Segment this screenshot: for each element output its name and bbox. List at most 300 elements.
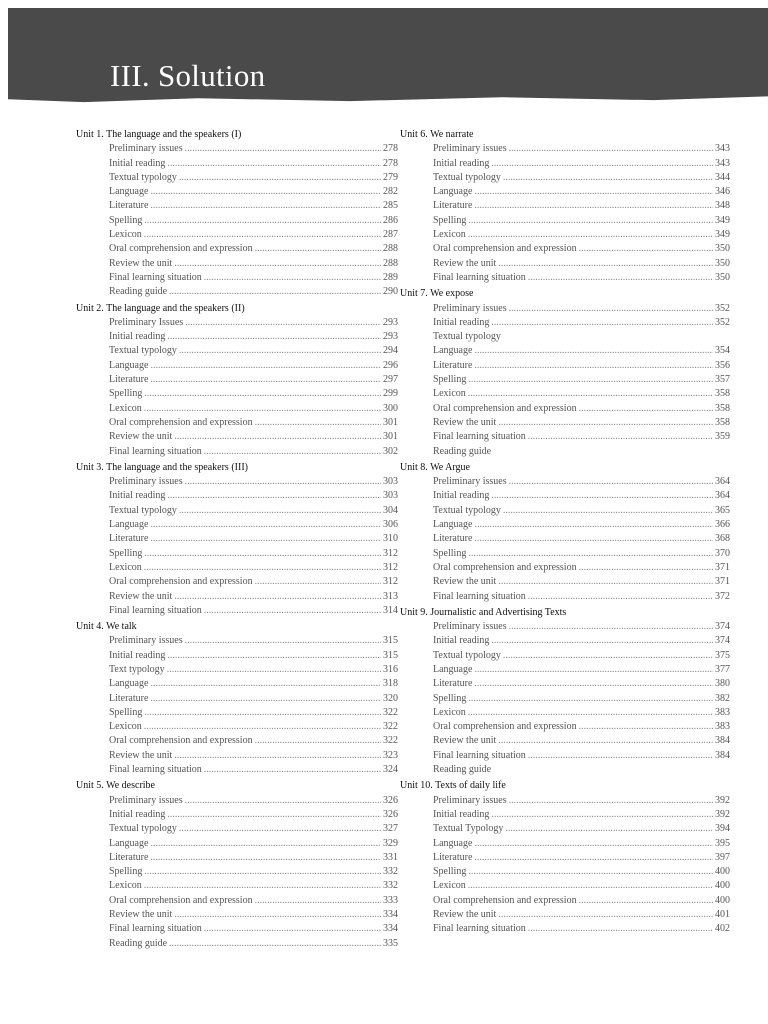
toc-entry <box>433 894 730 908</box>
toc-entry-title: Initial reading <box>433 157 490 169</box>
dot-leader <box>579 242 713 256</box>
dot-leader <box>185 142 381 156</box>
page-title: III. Solution <box>110 58 266 93</box>
toc-entry-title: Spelling <box>433 374 467 386</box>
toc-page-number: 397 <box>715 851 730 863</box>
toc-entry <box>433 879 730 893</box>
toc-entry-title: Language <box>433 186 473 198</box>
toc-page-number: 352 <box>715 316 730 328</box>
unit-entry-list <box>109 316 398 459</box>
toc-page-number: 278 <box>383 143 398 155</box>
toc-entry <box>109 532 398 546</box>
dot-leader <box>185 316 381 330</box>
toc-page-number: 278 <box>383 157 398 169</box>
dot-leader <box>167 663 381 677</box>
toc-entry-title: Language <box>109 359 149 371</box>
toc-entry-title: Review the unit <box>433 735 497 747</box>
toc-entry-title: Textual typology <box>109 171 177 183</box>
toc-entry <box>109 344 398 358</box>
toc-entry-title: Language <box>433 519 473 531</box>
toc-entry-title: Textual typology <box>433 331 501 343</box>
unit-entry-list <box>433 475 730 604</box>
dot-leader <box>468 228 713 242</box>
unit-entry-list <box>109 634 398 777</box>
dot-leader <box>498 908 713 922</box>
toc-page-number: 331 <box>383 851 398 863</box>
toc-page-number: 300 <box>383 402 398 414</box>
toc-page-number: 279 <box>383 171 398 183</box>
toc-entry-title: Review the unit <box>109 749 173 761</box>
toc-entry <box>433 430 730 444</box>
toc-entry-title: Initial reading <box>109 490 166 502</box>
toc-entry <box>433 199 730 213</box>
toc-page-number: 302 <box>383 445 398 457</box>
toc-entry <box>433 387 730 401</box>
dot-leader <box>169 937 381 951</box>
toc-entry-title: Oral comprehension and expression <box>433 402 577 414</box>
toc-entry <box>433 590 730 604</box>
toc-page-number: 383 <box>715 706 730 718</box>
dot-leader <box>150 359 381 373</box>
toc-entry-title: Preliminary issues <box>109 794 183 806</box>
toc-entry-title: Review the unit <box>109 257 173 269</box>
dot-leader <box>167 157 381 171</box>
toc-page-number: 374 <box>715 621 730 633</box>
dot-leader <box>150 199 381 213</box>
toc-page-number: 303 <box>383 476 398 488</box>
toc-entry <box>433 330 730 344</box>
dot-leader <box>144 865 381 879</box>
toc-entry-title: Lexicon <box>433 880 466 892</box>
dot-leader <box>474 677 713 691</box>
toc-entry <box>433 157 730 171</box>
toc-entry-title: Oral comprehension and expression <box>433 894 577 906</box>
toc-page-number: 326 <box>383 794 398 806</box>
toc-entry-title: Final learning situation <box>109 604 202 616</box>
dot-leader <box>509 620 713 634</box>
toc-entry <box>433 734 730 748</box>
dot-leader <box>474 837 713 851</box>
toc-page-number: 322 <box>383 721 398 733</box>
toc-page-number: 374 <box>715 635 730 647</box>
toc-entry-title: Textual typology <box>109 823 177 835</box>
dot-leader <box>498 416 713 430</box>
toc-entry <box>433 257 730 271</box>
dot-leader <box>204 763 381 777</box>
toc-page-number: 310 <box>383 533 398 545</box>
toc-entry <box>433 416 730 430</box>
dot-leader <box>255 416 381 430</box>
toc-entry-title: Preliminary issues <box>109 476 183 488</box>
dot-leader <box>179 171 381 185</box>
toc-entry <box>433 922 730 936</box>
toc-page-number: 400 <box>715 880 730 892</box>
toc-entry-title: Literature <box>433 851 473 863</box>
toc-entry-title: Initial reading <box>109 649 166 661</box>
unit-heading: Unit 7. We expose <box>400 288 474 300</box>
toc-page-number: 350 <box>715 271 730 283</box>
toc-entry <box>109 316 398 330</box>
dot-leader <box>255 242 381 256</box>
dot-leader <box>174 430 381 444</box>
toc-entry <box>109 475 398 489</box>
dot-leader <box>150 185 381 199</box>
toc-page-number: 313 <box>383 590 398 602</box>
unit-heading: Unit 6. We narrate <box>400 129 474 140</box>
toc-page-number: 343 <box>715 157 730 169</box>
toc-entry <box>433 271 730 285</box>
toc-page-number: 371 <box>715 576 730 588</box>
dot-leader <box>150 851 381 865</box>
toc-entry-title: Lexicon <box>109 880 142 892</box>
dot-leader <box>144 706 381 720</box>
toc-page-number: 312 <box>383 547 398 559</box>
toc-entry <box>433 908 730 922</box>
toc-entry <box>433 837 730 851</box>
toc-entry-title: Preliminary issues <box>433 621 507 633</box>
toc-entry <box>109 142 398 156</box>
unit-heading: Unit 10. Texts of daily life <box>400 780 506 792</box>
dot-leader <box>167 330 381 344</box>
dot-leader <box>505 822 713 836</box>
toc-entry <box>433 344 730 358</box>
toc-page-number: 400 <box>715 866 730 878</box>
dot-leader <box>150 692 381 706</box>
toc-page-number: 350 <box>715 243 730 255</box>
toc-entry <box>109 706 398 720</box>
dot-leader <box>474 532 713 546</box>
toc-page-number: 392 <box>715 794 730 806</box>
toc-page-number: 287 <box>383 229 398 241</box>
toc-entry-title: Spelling <box>433 547 467 559</box>
toc-entry <box>109 416 398 430</box>
toc-entry <box>109 257 398 271</box>
toc-page-number: 354 <box>715 345 730 357</box>
toc-entry-title: Initial reading <box>109 157 166 169</box>
toc-entry <box>109 430 398 444</box>
dot-leader <box>144 402 381 416</box>
dot-leader <box>468 373 713 387</box>
toc-entry-title: Spelling <box>433 866 467 878</box>
toc-entry <box>433 316 730 330</box>
toc-entry <box>433 373 730 387</box>
dot-leader <box>579 720 713 734</box>
toc-column-right <box>400 128 730 939</box>
toc-page-number: 318 <box>383 678 398 690</box>
toc-page-number: 312 <box>383 561 398 573</box>
toc-entry-title: Final learning situation <box>109 445 202 457</box>
toc-entry <box>109 228 398 242</box>
toc-entry-title: Reading guide <box>109 286 168 298</box>
toc-page-number: 293 <box>383 331 398 343</box>
toc-entry <box>109 808 398 822</box>
toc-entry <box>109 199 398 213</box>
unit-heading: Unit 5. We describe <box>76 780 155 792</box>
toc-entry <box>109 677 398 691</box>
toc-entry-title: Textual typology <box>433 504 501 516</box>
toc-entry <box>433 302 730 316</box>
toc-entry <box>433 142 730 156</box>
toc-page-number: 346 <box>715 186 730 198</box>
toc-entry-title: Lexicon <box>433 706 466 718</box>
toc-page-number: 357 <box>715 374 730 386</box>
toc-entry-title: Literature <box>109 692 149 704</box>
toc-page-number: 288 <box>383 257 398 269</box>
dot-leader <box>144 387 381 401</box>
toc-page-number: 370 <box>715 547 730 559</box>
toc-entry <box>433 532 730 546</box>
dot-leader <box>167 649 381 663</box>
toc-page-number: 401 <box>715 909 730 921</box>
toc-entry <box>109 547 398 561</box>
dot-leader <box>150 518 381 532</box>
toc-entry <box>433 692 730 706</box>
dot-leader <box>579 402 713 416</box>
unit-entry-list <box>433 142 730 285</box>
toc-entry <box>433 214 730 228</box>
toc-entry <box>109 865 398 879</box>
toc-entry-title: Lexicon <box>109 402 142 414</box>
toc-page-number: 315 <box>383 649 398 661</box>
toc-entry <box>109 879 398 893</box>
toc-entry <box>109 749 398 763</box>
toc-entry-title: Lexicon <box>109 561 142 573</box>
dot-leader <box>150 677 381 691</box>
toc-column-left <box>76 128 398 953</box>
toc-page-number: 315 <box>383 635 398 647</box>
toc-page-number: 297 <box>383 374 398 386</box>
toc-page-number: 366 <box>715 519 730 531</box>
toc-entry-title: Initial reading <box>109 808 166 820</box>
toc-page-number: 289 <box>383 271 398 283</box>
toc-entry <box>109 604 398 618</box>
toc-entry-title: Initial reading <box>433 490 490 502</box>
toc-entry-title: Spelling <box>109 547 143 559</box>
toc-entry <box>109 185 398 199</box>
toc-page-number: 375 <box>715 649 730 661</box>
toc-entry-title: Preliminary Issues <box>109 316 184 328</box>
toc-entry <box>109 734 398 748</box>
toc-page-number: 394 <box>715 823 730 835</box>
dot-leader <box>144 214 381 228</box>
toc-page-number: 358 <box>715 388 730 400</box>
toc-entry <box>433 794 730 808</box>
toc-page-number: 368 <box>715 533 730 545</box>
toc-entry-title: Preliminary issues <box>109 635 183 647</box>
toc-entry <box>433 634 730 648</box>
toc-entry-title: Spelling <box>109 866 143 878</box>
toc-entry <box>433 706 730 720</box>
dot-leader <box>204 271 381 285</box>
toc-entry-title: Initial reading <box>433 808 490 820</box>
toc-entry <box>433 171 730 185</box>
toc-page-number: 332 <box>383 880 398 892</box>
toc-entry-title: Language <box>109 837 149 849</box>
toc-page-number: 304 <box>383 504 398 516</box>
toc-entry <box>433 475 730 489</box>
toc-entry <box>109 489 398 503</box>
toc-entry-title: Lexicon <box>109 721 142 733</box>
dot-leader <box>474 518 713 532</box>
dot-leader <box>491 157 713 171</box>
toc-entry <box>109 575 398 589</box>
toc-entry-title: Spelling <box>433 214 467 226</box>
toc-entry <box>433 575 730 589</box>
toc-entry <box>109 387 398 401</box>
dot-leader <box>179 504 381 518</box>
toc-page-number: 382 <box>715 692 730 704</box>
toc-page-number: 285 <box>383 200 398 212</box>
toc-entry-title: Literature <box>109 374 149 386</box>
toc-entry <box>109 242 398 256</box>
toc-entry-title: Reading guide <box>433 764 492 776</box>
dot-leader <box>498 257 713 271</box>
dot-leader <box>498 575 713 589</box>
toc-entry-title: Textual Typology <box>433 823 504 835</box>
toc-entry <box>109 171 398 185</box>
toc-entry <box>109 359 398 373</box>
toc-entry-title: Initial reading <box>433 316 490 328</box>
dot-leader <box>255 734 381 748</box>
toc-entry <box>109 720 398 734</box>
dot-leader <box>144 228 381 242</box>
toc-entry-title: Initial reading <box>433 635 490 647</box>
dot-leader <box>503 649 713 663</box>
dot-leader <box>204 922 381 936</box>
dot-leader <box>468 387 713 401</box>
dot-leader <box>503 504 713 518</box>
toc-page-number: 286 <box>383 214 398 226</box>
toc-entry-title: Review the unit <box>433 576 497 588</box>
toc-page-number: 352 <box>715 302 730 314</box>
toc-page-number: 296 <box>383 359 398 371</box>
toc-page-number: 293 <box>383 316 398 328</box>
toc-entry <box>109 590 398 604</box>
dot-leader <box>185 475 381 489</box>
dot-leader <box>255 894 381 908</box>
toc-page-number: 323 <box>383 749 398 761</box>
toc-entry-title: Oral comprehension and expression <box>433 561 577 573</box>
unit-entry-list <box>109 475 398 618</box>
toc-entry <box>433 242 730 256</box>
toc-page-number: 334 <box>383 923 398 935</box>
unit-entry-list <box>433 620 730 777</box>
toc-entry-title: Final learning situation <box>433 590 526 602</box>
dot-leader <box>491 808 713 822</box>
toc-entry-title: Oral comprehension and expression <box>433 721 577 733</box>
toc-page-number: 356 <box>715 359 730 371</box>
toc-entry-title: Language <box>109 678 149 690</box>
dot-leader <box>491 316 713 330</box>
toc-page-number: 359 <box>715 431 730 443</box>
toc-entry <box>433 808 730 822</box>
toc-page-number: 290 <box>383 286 398 298</box>
dot-leader <box>144 720 381 734</box>
toc-entry-title: Preliminary issues <box>433 794 507 806</box>
toc-entry <box>433 489 730 503</box>
toc-entry <box>109 373 398 387</box>
toc-entry <box>109 271 398 285</box>
toc-page-number: 402 <box>715 923 730 935</box>
toc-page-number: 371 <box>715 561 730 573</box>
toc-entry-title: Literature <box>109 533 149 545</box>
toc-entry-title: Final learning situation <box>433 431 526 443</box>
toc-entry-title: Reading guide <box>109 937 168 949</box>
toc-entry-title: Textual typology <box>109 345 177 357</box>
toc-entry <box>433 720 730 734</box>
toc-page-number: 322 <box>383 706 398 718</box>
toc-page-number: 303 <box>383 490 398 502</box>
toc-entry-title: Language <box>109 186 149 198</box>
dot-leader <box>498 734 713 748</box>
unit-heading: Unit 4. We talk <box>76 621 137 633</box>
toc-entry <box>109 894 398 908</box>
toc-entry <box>109 937 398 951</box>
toc-entry <box>109 822 398 836</box>
toc-page-number: 384 <box>715 735 730 747</box>
dot-leader <box>150 837 381 851</box>
toc-entry <box>433 185 730 199</box>
dot-leader <box>169 285 381 299</box>
dot-leader <box>468 692 713 706</box>
toc-page-number: 392 <box>715 808 730 820</box>
toc-entry-title: Lexicon <box>433 388 466 400</box>
toc-entry <box>109 922 398 936</box>
toc-page-number: 364 <box>715 490 730 502</box>
toc-entry-title: Oral comprehension and expression <box>109 735 253 747</box>
toc-entry-title: Final learning situation <box>433 749 526 761</box>
dot-leader <box>167 489 381 503</box>
dot-leader <box>255 575 381 589</box>
toc-entry-title: Preliminary issues <box>109 143 183 155</box>
toc-entry <box>109 518 398 532</box>
toc-page-number: 364 <box>715 476 730 488</box>
dot-leader <box>528 271 713 285</box>
toc-entry-title: Review the unit <box>109 909 173 921</box>
dot-leader <box>474 851 713 865</box>
toc-entry <box>109 692 398 706</box>
dot-leader <box>509 794 713 808</box>
toc-page-number: 400 <box>715 894 730 906</box>
toc-page-number: 343 <box>715 143 730 155</box>
dot-leader <box>474 199 713 213</box>
dot-leader <box>144 879 381 893</box>
dot-leader <box>468 879 713 893</box>
toc-entry-title: Literature <box>433 678 473 690</box>
toc-entry-title: Textual typology <box>433 649 501 661</box>
toc-entry-title: Textual typology <box>109 504 177 516</box>
toc-entry-title: Literature <box>433 200 473 212</box>
dot-leader <box>150 373 381 387</box>
toc-entry <box>433 649 730 663</box>
unit-heading: Unit 2. The language and the speakers (II) <box>76 302 245 314</box>
toc-entry-title: Literature <box>433 359 473 371</box>
toc-entry-title: Review the unit <box>433 416 497 428</box>
toc-page-number: 316 <box>383 663 398 675</box>
toc-entry-title: Review the unit <box>433 909 497 921</box>
dot-leader <box>474 185 713 199</box>
toc-page-number: 312 <box>383 576 398 588</box>
unit-entry-list <box>433 302 730 459</box>
toc-entry <box>433 663 730 677</box>
unit-entry-list <box>109 142 398 299</box>
toc-entry-title: Textual typology <box>433 171 501 183</box>
toc-entry <box>433 763 730 777</box>
toc-entry-title: Final learning situation <box>109 764 202 776</box>
toc-entry <box>433 749 730 763</box>
dot-leader <box>491 634 713 648</box>
toc-page-number: 395 <box>715 837 730 849</box>
